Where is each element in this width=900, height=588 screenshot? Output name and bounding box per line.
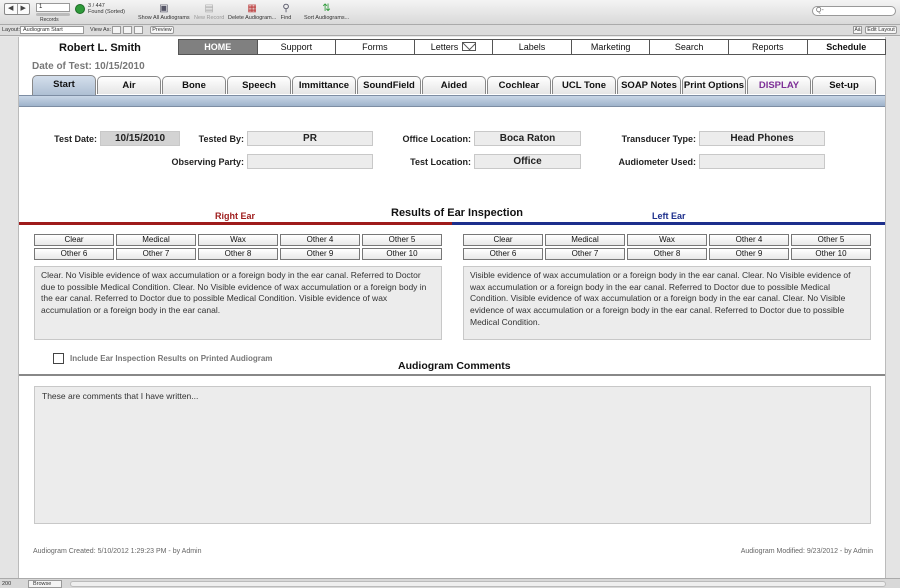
prev-record-icon[interactable]: ◀: [8, 5, 14, 12]
comments-title: Audiogram Comments: [398, 360, 511, 372]
test-date-field[interactable]: 10/15/2010: [100, 131, 180, 146]
found-set-pie-icon: [75, 4, 85, 14]
test-location-label: Test Location:: [410, 157, 471, 167]
record-slider[interactable]: [36, 13, 70, 16]
nav-support[interactable]: Support: [258, 40, 337, 54]
sort-icon: ⇅: [322, 3, 331, 14]
tested-by-field[interactable]: PR: [247, 131, 373, 146]
left-option-other-7[interactable]: Other 7: [545, 248, 625, 260]
right-option-other-10[interactable]: Other 10: [362, 248, 442, 260]
record-number-field[interactable]: 1: [36, 3, 70, 12]
modified-info: Audiogram Modified: 9/23/2012 - by Admin: [740, 548, 873, 555]
status-bar: [0, 578, 900, 588]
right-option-medical[interactable]: Medical: [116, 234, 196, 246]
view-list-button[interactable]: [123, 26, 132, 34]
tab-soundfield[interactable]: SoundField: [357, 76, 421, 94]
nav-home[interactable]: HOME: [179, 40, 258, 54]
quick-find-input[interactable]: Q-: [812, 6, 896, 16]
office-location-label: Office Location:: [402, 134, 471, 144]
comments-divider: [19, 374, 885, 376]
observing-party-label: Observing Party:: [171, 157, 244, 167]
envelope-icon: [462, 42, 476, 51]
left-option-other-5[interactable]: Other 5: [791, 234, 871, 246]
new-record-icon: ▤: [204, 3, 214, 14]
record-nav[interactable]: [4, 3, 30, 15]
delete-record-icon: ▦: [247, 3, 257, 14]
tab-underbar: [19, 95, 885, 107]
tab-print-options[interactable]: Print Options: [682, 76, 746, 94]
delete-record-label: Delete Audiogram...: [228, 15, 277, 21]
layout-bar: [0, 25, 900, 36]
delete-record-button[interactable]: [228, 3, 276, 21]
right-option-other-7[interactable]: Other 7: [116, 248, 196, 260]
tab-aided[interactable]: Aided: [422, 76, 486, 94]
edit-layout-button[interactable]: Edit Layout: [865, 26, 897, 34]
left-ear-options: [463, 234, 871, 260]
text-format-button[interactable]: Aá: [854, 27, 861, 33]
right-option-clear[interactable]: Clear: [34, 234, 114, 246]
sort-label: Sort Audiograms...: [304, 15, 350, 21]
right-option-wax[interactable]: Wax: [198, 234, 278, 246]
next-record-icon[interactable]: ▶: [17, 4, 30, 14]
left-option-other-10[interactable]: Other 10: [791, 248, 871, 260]
left-option-clear[interactable]: Clear: [463, 234, 543, 246]
find-button[interactable]: [280, 3, 292, 21]
tab-ucl-tone[interactable]: UCL Tone: [552, 76, 616, 94]
ear-inspection-title: Results of Ear Inspection: [391, 207, 524, 219]
tab-air[interactable]: Air: [97, 76, 161, 94]
nav-reports[interactable]: Reports: [729, 40, 808, 54]
right-ear-label: Right Ear: [215, 211, 256, 221]
observing-party-field[interactable]: [247, 154, 373, 169]
audiogram-tabs: [19, 75, 887, 95]
nav-forms[interactable]: Forms: [336, 40, 415, 54]
records-label: Records: [40, 17, 59, 23]
tab-speech[interactable]: Speech: [227, 76, 291, 94]
show-all-button[interactable]: [138, 3, 190, 21]
nav-schedule[interactable]: Schedule: [808, 40, 886, 54]
found-count-value: 3 / 447: [88, 3, 105, 9]
tab-display[interactable]: DISPLAY: [747, 76, 811, 94]
left-margin: [0, 37, 18, 578]
new-record-label: New Record: [194, 15, 225, 21]
audiometer-used-label: Audiometer Used:: [618, 157, 696, 167]
found-count: [88, 3, 125, 15]
toolbar: [0, 0, 900, 25]
view-form-button[interactable]: [112, 26, 121, 34]
tab-immittance[interactable]: Immittance: [292, 76, 356, 94]
find-label: Find: [280, 15, 292, 21]
tab-bone[interactable]: Bone: [162, 76, 226, 94]
tab-start[interactable]: Start: [32, 75, 96, 95]
layout-label: Layout:: [2, 27, 21, 33]
right-ear-options: [34, 234, 442, 260]
show-all-label: Show All Audiograms: [138, 15, 190, 21]
transducer-type-label: Transducer Type:: [621, 134, 696, 144]
patient-name: Robert L. Smith: [59, 42, 141, 54]
right-ear-text[interactable]: Clear. No Visible evidence of wax accumulation or a foreign body in the ear canal. Referred to Doctor due to possible Medical Condition. Clear. No Visible evidence of wax accumulation or a foreign body in the ear canal. Referred to Doctor due to possible Medical Condition. Visible evidence of wax accumulation or a foreign body in the ear canal.: [34, 266, 442, 340]
nav-marketing[interactable]: Marketing: [572, 40, 651, 54]
test-location-field[interactable]: Office: [474, 154, 581, 169]
nav-labels[interactable]: Labels: [493, 40, 572, 54]
main-nav: [178, 39, 886, 55]
zoom-level[interactable]: 200: [2, 581, 12, 587]
left-option-wax[interactable]: Wax: [627, 234, 707, 246]
left-ear-text[interactable]: Visible evidence of wax accumulation or a foreign body in the ear canal. Clear. No Visible evidence of wax accumulation or a foreign body in the ear canal. Referred to Doctor due to possible Medical Condition. Visible evidence of wax accumulation or a foreign body in the ear canal. Clear. No Visible evidence of wax accumulation or a foreign body in the ear canal. Referred to Doctor due to possible Medical Condition.: [463, 266, 871, 340]
left-option-other-4[interactable]: Other 4: [709, 234, 789, 246]
include-inspection-checkbox[interactable]: [53, 353, 64, 364]
left-option-medical[interactable]: Medical: [545, 234, 625, 246]
mode-select[interactable]: Browse: [28, 580, 62, 588]
layout-select[interactable]: Audiogram Start: [20, 26, 84, 34]
find-magnifier-icon: ⚲: [282, 3, 290, 14]
audiometer-used-field[interactable]: [699, 154, 825, 169]
left-option-other-9[interactable]: Other 9: [709, 248, 789, 260]
right-option-other-9[interactable]: Other 9: [280, 248, 360, 260]
tab-soap-notes[interactable]: SOAP Notes: [617, 76, 681, 94]
view-as-label: View As:: [90, 27, 111, 33]
test-date-label: Test Date:: [54, 134, 97, 144]
tab-cochlear[interactable]: Cochlear: [487, 76, 551, 94]
left-ear-label: Left Ear: [652, 211, 686, 221]
sort-button[interactable]: [304, 3, 349, 21]
comments-textarea[interactable]: These are comments that I have written...: [34, 386, 871, 524]
date-of-test: Date of Test: 10/15/2010: [32, 61, 145, 72]
left-option-other-6[interactable]: Other 6: [463, 248, 543, 260]
new-record-button[interactable]: [194, 3, 224, 21]
right-ear-divider: [19, 222, 452, 225]
nav-search[interactable]: Search: [650, 40, 729, 54]
preview-button[interactable]: Preview: [150, 26, 174, 34]
view-table-button[interactable]: [134, 26, 143, 34]
main-content: [18, 37, 886, 578]
left-ear-divider: [452, 222, 885, 225]
found-status: Found (Sorted): [88, 9, 125, 15]
include-inspection-label: Include Ear Inspection Results on Printed Audiogram: [70, 354, 273, 363]
transducer-type-field[interactable]: Head Phones: [699, 131, 825, 146]
show-all-icon: ▣: [159, 3, 169, 14]
office-location-field[interactable]: Boca Raton: [474, 131, 581, 146]
tab-set-up[interactable]: Set-up: [812, 76, 876, 94]
created-info: Audiogram Created: 5/10/2012 1:29:23 PM - by Admin: [33, 548, 202, 555]
right-margin: [886, 37, 900, 578]
right-option-other-6[interactable]: Other 6: [34, 248, 114, 260]
right-option-other-8[interactable]: Other 8: [198, 248, 278, 260]
right-option-other-4[interactable]: Other 4: [280, 234, 360, 246]
nav-letters[interactable]: [415, 40, 494, 54]
left-option-other-8[interactable]: Other 8: [627, 248, 707, 260]
tested-by-label: Tested By:: [198, 134, 244, 144]
horizontal-scrollbar[interactable]: [70, 581, 886, 587]
nav-letters-label: Letters: [430, 42, 459, 52]
right-option-other-5[interactable]: Other 5: [362, 234, 442, 246]
